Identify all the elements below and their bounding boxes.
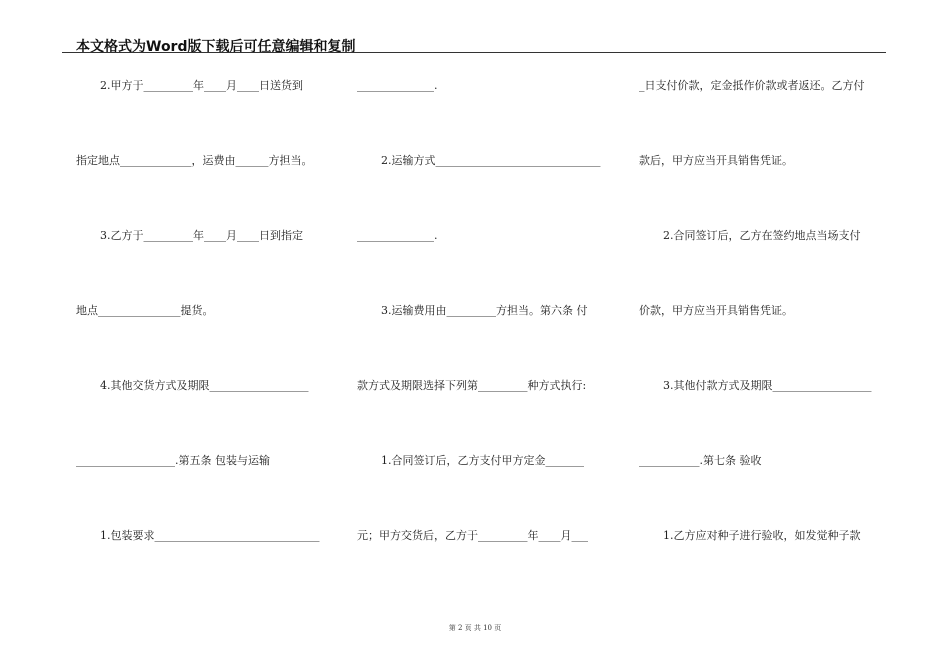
right-line-3: 2.合同签订后，乙方在签约地点当场支付 bbox=[663, 229, 861, 242]
middle-line-1: ______________. bbox=[357, 79, 438, 92]
left-line-5: 4.其他交货方式及期限__________________ bbox=[100, 379, 309, 392]
middle-line-5: 款方式及期限选择下列第_________种方式执行: bbox=[357, 379, 587, 392]
middle-line-7: 元；甲方交货后，乙方于_________年____月___ bbox=[357, 529, 588, 542]
document-header-title: 本文格式为Word版下载后可任意编辑和复制 bbox=[76, 39, 356, 55]
right-line-2: 款后，甲方应当开具销售凭证。 bbox=[639, 154, 793, 167]
middle-line-3: ______________. bbox=[357, 229, 438, 242]
middle-line-2: 2.运输方式______________________________ bbox=[381, 154, 601, 167]
left-line-7: 1.包装要求______________________________ bbox=[100, 529, 320, 542]
middle-line-4: 3.运输费用由_________方担当。第六条 付 bbox=[381, 304, 588, 317]
page-number-footer: 第 2 页 共 10 页 bbox=[448, 624, 502, 632]
left-line-6: __________________.第五条 包装与运输 bbox=[76, 454, 270, 467]
header-divider bbox=[62, 52, 886, 53]
right-line-7: 1.乙方应对种子进行验收，如发觉种子款 bbox=[663, 529, 861, 542]
middle-line-6: 1.合同签订后，乙方支付甲方定金_______ bbox=[381, 454, 584, 467]
right-line-4: 价款，甲方应当开具销售凭证。 bbox=[639, 304, 793, 317]
left-line-4: 地点_______________提货。 bbox=[76, 304, 214, 317]
left-line-2: 指定地点_____________，运费由______方担当。 bbox=[76, 154, 313, 167]
right-line-6: ___________.第七条 验收 bbox=[639, 454, 762, 467]
left-line-1: 2.甲方于_________年____月____日送货到 bbox=[100, 79, 303, 92]
left-line-3: 3.乙方于_________年____月____日到指定 bbox=[100, 229, 303, 242]
right-line-1: _日支付价款，定金抵作价款或者返还。乙方付 bbox=[639, 79, 865, 92]
right-line-5: 3.其他付款方式及期限__________________ bbox=[663, 379, 872, 392]
